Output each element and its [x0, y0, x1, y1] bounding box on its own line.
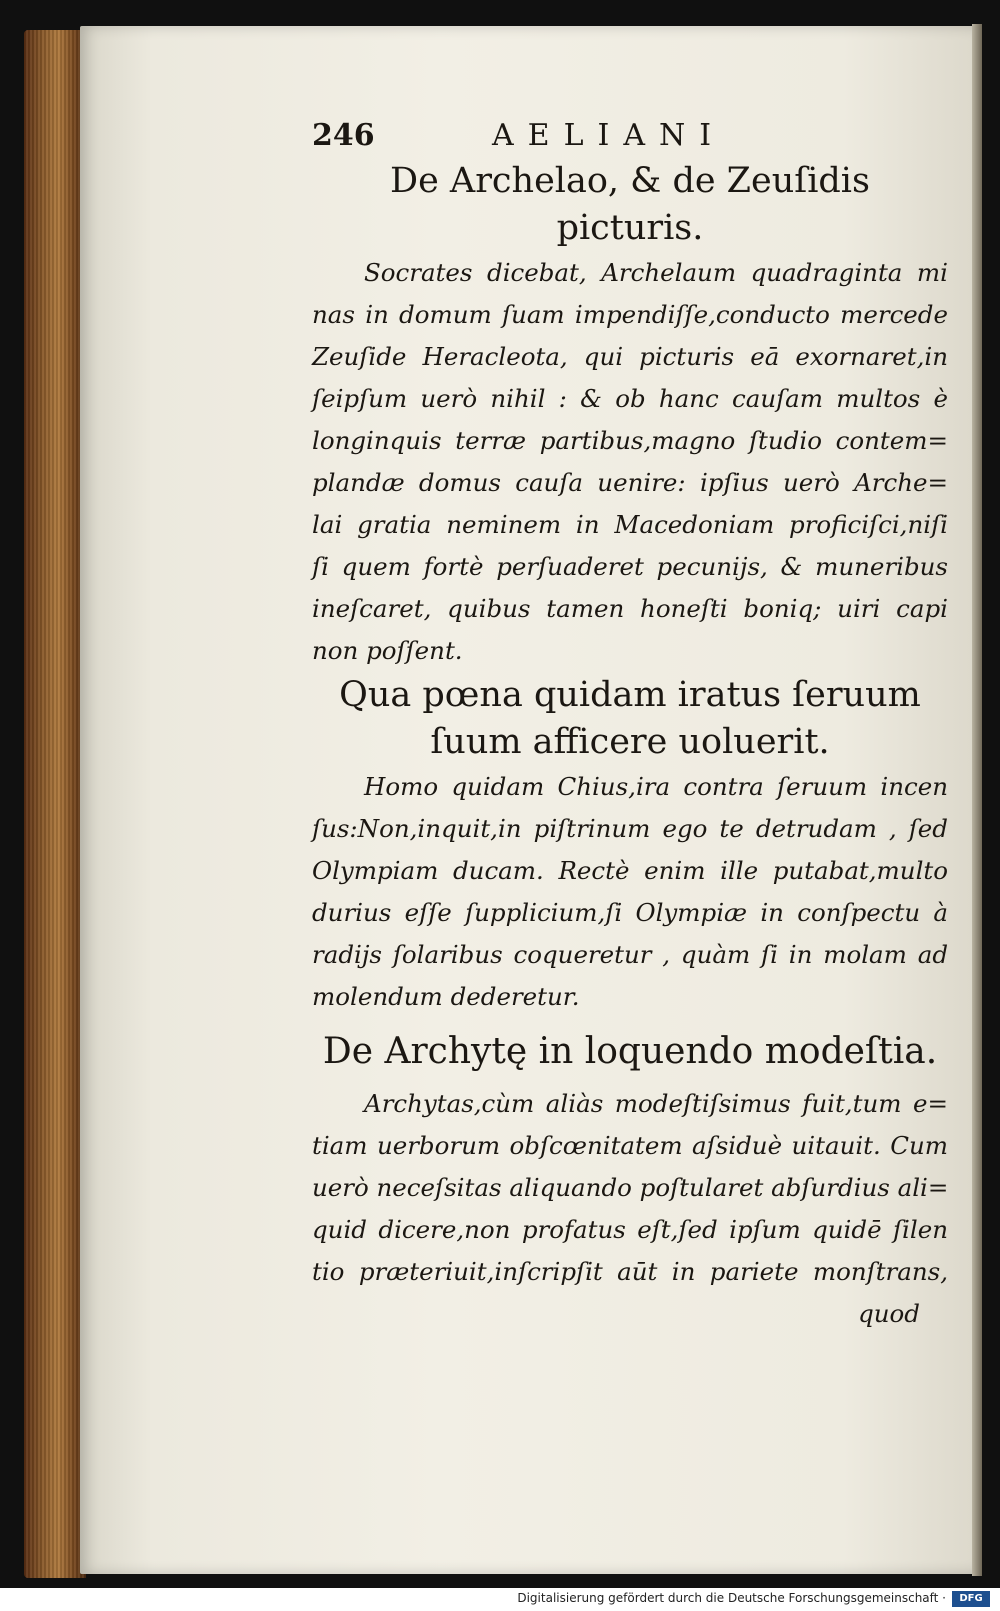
text-line: nas in domum ſuam impendiſſe,conducto mercede [312, 300, 948, 329]
text-line: ſi quem fortè perſuaderet pecunijs, & muneribus [312, 552, 948, 581]
footer-bar [0, 1588, 1000, 1611]
text-line: durius eſſe ſupplicium,ſi Olympiæ in conſpectu à [312, 898, 948, 927]
heading-line: De Archelao, & de Zeuſidis [390, 161, 870, 201]
text-line: tiam uerborum obſcœnitatem aſsiduè uitauit. Cum [312, 1131, 948, 1160]
text-line: radijs ſolaribus coqueretur , quàm ſi in molam ad [312, 940, 948, 969]
text-line: lai gratia neminem in Macedoniam proficiſci,niſi [312, 510, 948, 539]
text-line: longinquis terræ partibus,magno ſtudio contem= [312, 426, 948, 455]
text-line: quid dicere,non profatus eſt,ſed ipſum quidē ſilen [312, 1215, 948, 1244]
text-line: non poſſent. [312, 636, 463, 665]
funding-credit: Digitalisierung gefördert durch die Deutsche Forschungsgemeinschaft · [517, 1591, 946, 1605]
catchword: quod [858, 1299, 920, 1328]
text-line: Archytas,cùm aliàs modeſtiſsimus fuit,tum e= [364, 1089, 948, 1118]
text-line: ſus:Non,inquit,in piſtrinum ego te detrudam , ſed [312, 814, 948, 843]
heading-line: ſuum afficere uoluerit. [430, 722, 830, 762]
running-title: AELIANI [492, 118, 726, 153]
heading-line: picturis. [556, 208, 704, 248]
text-line: ineſcaret, quibus tamen honeſti boniq; uiri capi [312, 594, 948, 623]
section-heading [312, 672, 948, 766]
text-line: plandæ domus cauſa uenire: ipſius uerò Arche= [312, 468, 948, 497]
text-line: Homo quidam Chius,ira contra ſeruum incen [364, 772, 948, 801]
heading-line: De Archytę in loquendo modeſtia. [322, 1031, 938, 1072]
heading-line: Qua pœna quidam iratus ſeruum [339, 675, 921, 715]
text-line: molendum dederetur. [312, 982, 580, 1011]
text-line: uerò neceſsitas aliquando poſtularet abſurdius ali= [312, 1173, 949, 1202]
text-line: Zeuſide Heracleota, qui picturis eā exornaret,in [312, 342, 948, 371]
running-head [312, 118, 948, 158]
section-heading [312, 158, 948, 252]
text-line: Olympiam ducam. Rectè enim ille putabat,multo [312, 856, 948, 885]
section-paragraph [312, 766, 948, 1018]
text-line: tio præteriuit,inſcripſit aūt in pariete monſtrans, [312, 1257, 948, 1286]
dfg-logo: DFG [952, 1591, 990, 1607]
page-text-block [312, 118, 948, 1335]
section-heading [312, 1028, 948, 1075]
text-line: ſeipſum uerò nihil : & ob hanc cauſam multos è [312, 384, 948, 413]
book-fore-edge [24, 30, 86, 1578]
section-paragraph [312, 252, 948, 672]
page-number: 246 [312, 118, 375, 153]
page-edge-shadow [972, 24, 982, 1576]
section-paragraph [312, 1083, 948, 1335]
text-line: Socrates dicebat, Archelaum quadraginta mi [364, 258, 948, 287]
